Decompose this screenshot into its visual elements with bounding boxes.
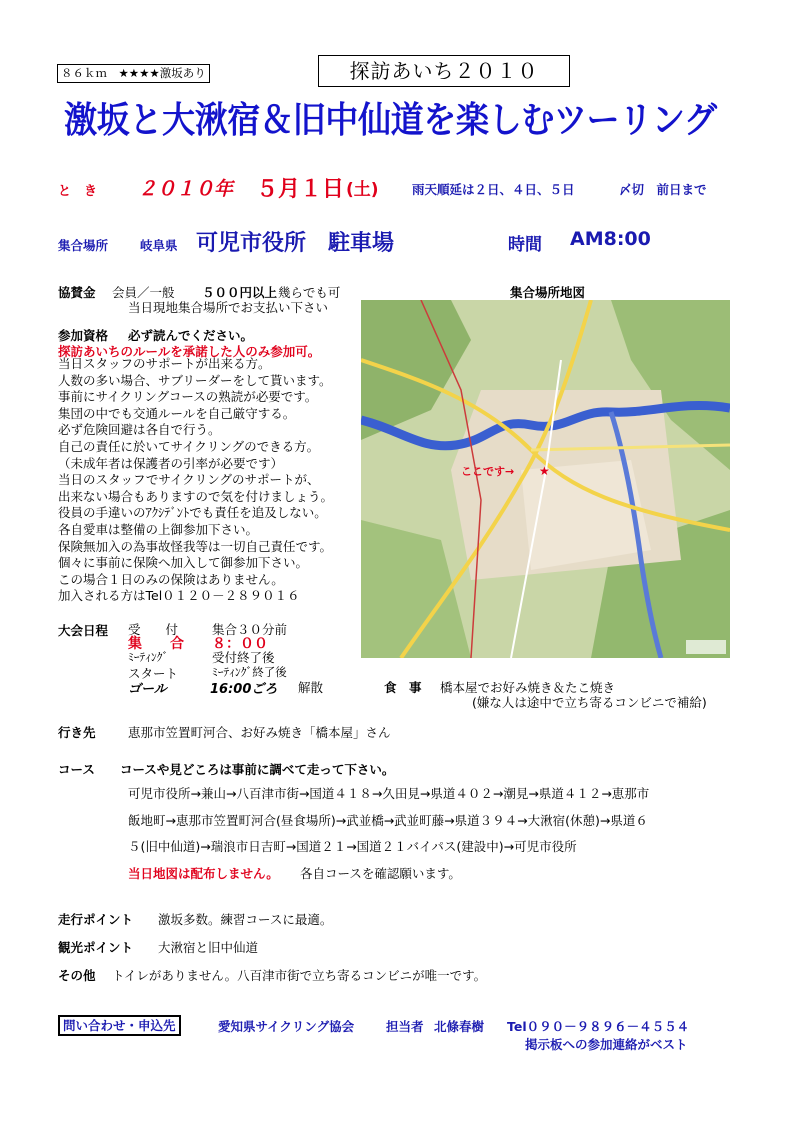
time-label: 時間 bbox=[508, 235, 542, 255]
qualification-line: 人数の多い場合、サブリーダーをして貰います。 bbox=[58, 372, 332, 388]
meeting-place: 可児市役所 駐車場 bbox=[196, 231, 395, 256]
meeting-map bbox=[361, 300, 730, 658]
date-day: ５月１日 bbox=[256, 177, 345, 202]
date-year: ２０１０年 bbox=[138, 178, 234, 200]
meeting-label: 集合場所 bbox=[58, 238, 109, 253]
qualification-line: 各自愛車は整備の上御参加下さい。 bbox=[58, 521, 259, 537]
qualification-line: 役員の手違いのｱｸｼﾃﾞﾝﾄでも責任を追及しない。 bbox=[58, 505, 327, 521]
qualification-rule: 探訪あいちのルールを承諾した人のみ参加可。 bbox=[58, 344, 321, 359]
course-label: コース bbox=[58, 762, 95, 777]
sight-point-text: 大湫宿と旧中仙道 bbox=[158, 940, 259, 955]
contact-org: 愛知県サイクリング協会 bbox=[218, 1019, 355, 1034]
qualification-list bbox=[58, 356, 333, 605]
qualification-line: この場合１日のみの保険はありません。 bbox=[58, 571, 284, 587]
meeting-time: AM8:00 bbox=[570, 228, 651, 250]
map-scale bbox=[686, 640, 726, 654]
ride-point-label: 走行ポイント bbox=[58, 912, 134, 927]
other-text: トイレがありません。八百津市街で立ち寄るコンビニが唯一です。 bbox=[112, 968, 487, 983]
schedule-key: ﾐｰﾃｨﾝｸﾞ bbox=[128, 650, 169, 664]
rain-date: 雨天順延は２日、４日、５日 bbox=[412, 182, 575, 197]
qualification-line: 当日のスタッフでサイクリングのサポートが、 bbox=[58, 472, 320, 488]
course-line: 可児市役所→兼山→八百津市街→国道４１８→久田見→県道４０２→潮見→県道４１２→恵那市 bbox=[128, 786, 650, 801]
qualification-label: 参加資格 bbox=[58, 328, 109, 343]
fee-line2: 当日現地集合場所でお支払い下さい bbox=[128, 300, 329, 315]
schedule-value: 16:00ごろ bbox=[210, 682, 278, 697]
fee-amount: ５００円以上 bbox=[202, 285, 278, 300]
schedule-value2: 解散 bbox=[298, 680, 324, 695]
qualification-line: （未成年者は保護者の引率が必要です） bbox=[58, 455, 284, 471]
schedule-key: 受 付 bbox=[128, 622, 179, 637]
contact-label: 問い合わせ・申込先 bbox=[58, 1015, 181, 1036]
sight-point-label: 観光ポイント bbox=[58, 940, 134, 955]
fee-label: 協賛金 bbox=[58, 285, 96, 300]
contact-person: 北條春樹 bbox=[434, 1019, 485, 1034]
course-note-red: 当日地図は配布しません。 bbox=[128, 866, 279, 881]
contact-person-label: 担当者 bbox=[386, 1019, 424, 1034]
course-heading: コースや見どころは事前に調べて走って下さい。 bbox=[120, 762, 395, 777]
course-note: 各自コースを確認願います。 bbox=[300, 866, 461, 881]
qualification-must: 必ず読んでください。 bbox=[128, 328, 254, 343]
date-weekday: (土) bbox=[346, 180, 379, 200]
qualification-line: 当日スタッフのサポートが出来る方。 bbox=[58, 356, 271, 371]
qualification-line: 個々に事前に保険へ加入して御参加下さい。 bbox=[58, 555, 309, 571]
star-marker: ★ bbox=[539, 464, 550, 478]
fee-text2: 幾らでも可 bbox=[278, 285, 341, 300]
here-label: ここです→ bbox=[461, 465, 515, 478]
map-graphic bbox=[361, 300, 730, 658]
qualification-line: 自己の責任に於いてサイクリングのできる方。 bbox=[58, 438, 320, 454]
other-label: その他 bbox=[58, 968, 96, 983]
destination-label: 行き先 bbox=[58, 725, 96, 740]
meal-text: 橋本屋でお好み焼き＆たこ焼き bbox=[440, 680, 616, 695]
qualification-line: 保険無加入の為事故怪我等は一切自己責任です。 bbox=[58, 538, 333, 554]
schedule-value: ８：００ bbox=[212, 636, 268, 652]
schedule-value: 集合３０分前 bbox=[212, 622, 288, 637]
schedule-value: ﾐｰﾃｨﾝｸﾞ終了後 bbox=[212, 665, 287, 679]
schedule-key: ゴール bbox=[128, 682, 167, 697]
schedule-value: 受付終了後 bbox=[212, 650, 275, 665]
schedule-label: 大会日程 bbox=[58, 623, 109, 638]
course-line: ５(旧中仙道)→瑞浪市日吉町→国道２１→国道２１バイパス(建設中)→可児市役所 bbox=[128, 839, 577, 854]
meal-note: (嫌な人は途中で立ち寄るコンビニで補給) bbox=[472, 695, 707, 710]
schedule-key: スタート bbox=[128, 666, 179, 681]
qualification-line: 出来ない場合もありますので気を付けましょう。 bbox=[58, 488, 334, 504]
qualification-line: 必ず危険回避は各自で行う。 bbox=[58, 422, 221, 438]
fee-text: 会員／一般 bbox=[112, 285, 175, 300]
map-caption: 集合場所地図 bbox=[510, 285, 586, 300]
meeting-prefecture: 岐阜県 bbox=[140, 238, 178, 253]
qualification-line: 加入される方はTel０１２０－２８９０１６ bbox=[58, 588, 300, 604]
qualification-line: 事前にサイクリングコースの熟読が必要です。 bbox=[58, 389, 318, 405]
contact-board: 掲示板への参加連絡がベスト bbox=[525, 1037, 688, 1052]
contact-tel: Tel０９０－９８９６－４５５４ bbox=[507, 1019, 690, 1034]
series-title: 探訪あいち２０１０ bbox=[318, 55, 570, 87]
course-line: 飯地町→恵那市笠置町河合(昼食場所)→武並橋→武並町藤→県道３９４→大湫宿(休憩)→県道６ bbox=[128, 813, 648, 828]
deadline: 〆切 前日まで bbox=[619, 182, 707, 197]
destination-text: 恵那市笠置町河合、お好み焼き「橋本屋」さん bbox=[128, 725, 391, 740]
date-label: と き bbox=[58, 184, 98, 199]
page-title: 激坂と大湫宿＆旧中仙道を楽しむツーリング bbox=[64, 100, 717, 141]
qualification-line: 集団の中でも交通ルールを自己厳守する。 bbox=[58, 405, 296, 421]
meal-label: 食 事 bbox=[384, 680, 422, 695]
schedule-key: 集 合 bbox=[128, 636, 184, 652]
distance-tag: ８６ｋｍ ★★★★激坂あり bbox=[57, 64, 210, 83]
ride-point-text: 激坂多数。練習コースに最適。 bbox=[158, 912, 333, 927]
